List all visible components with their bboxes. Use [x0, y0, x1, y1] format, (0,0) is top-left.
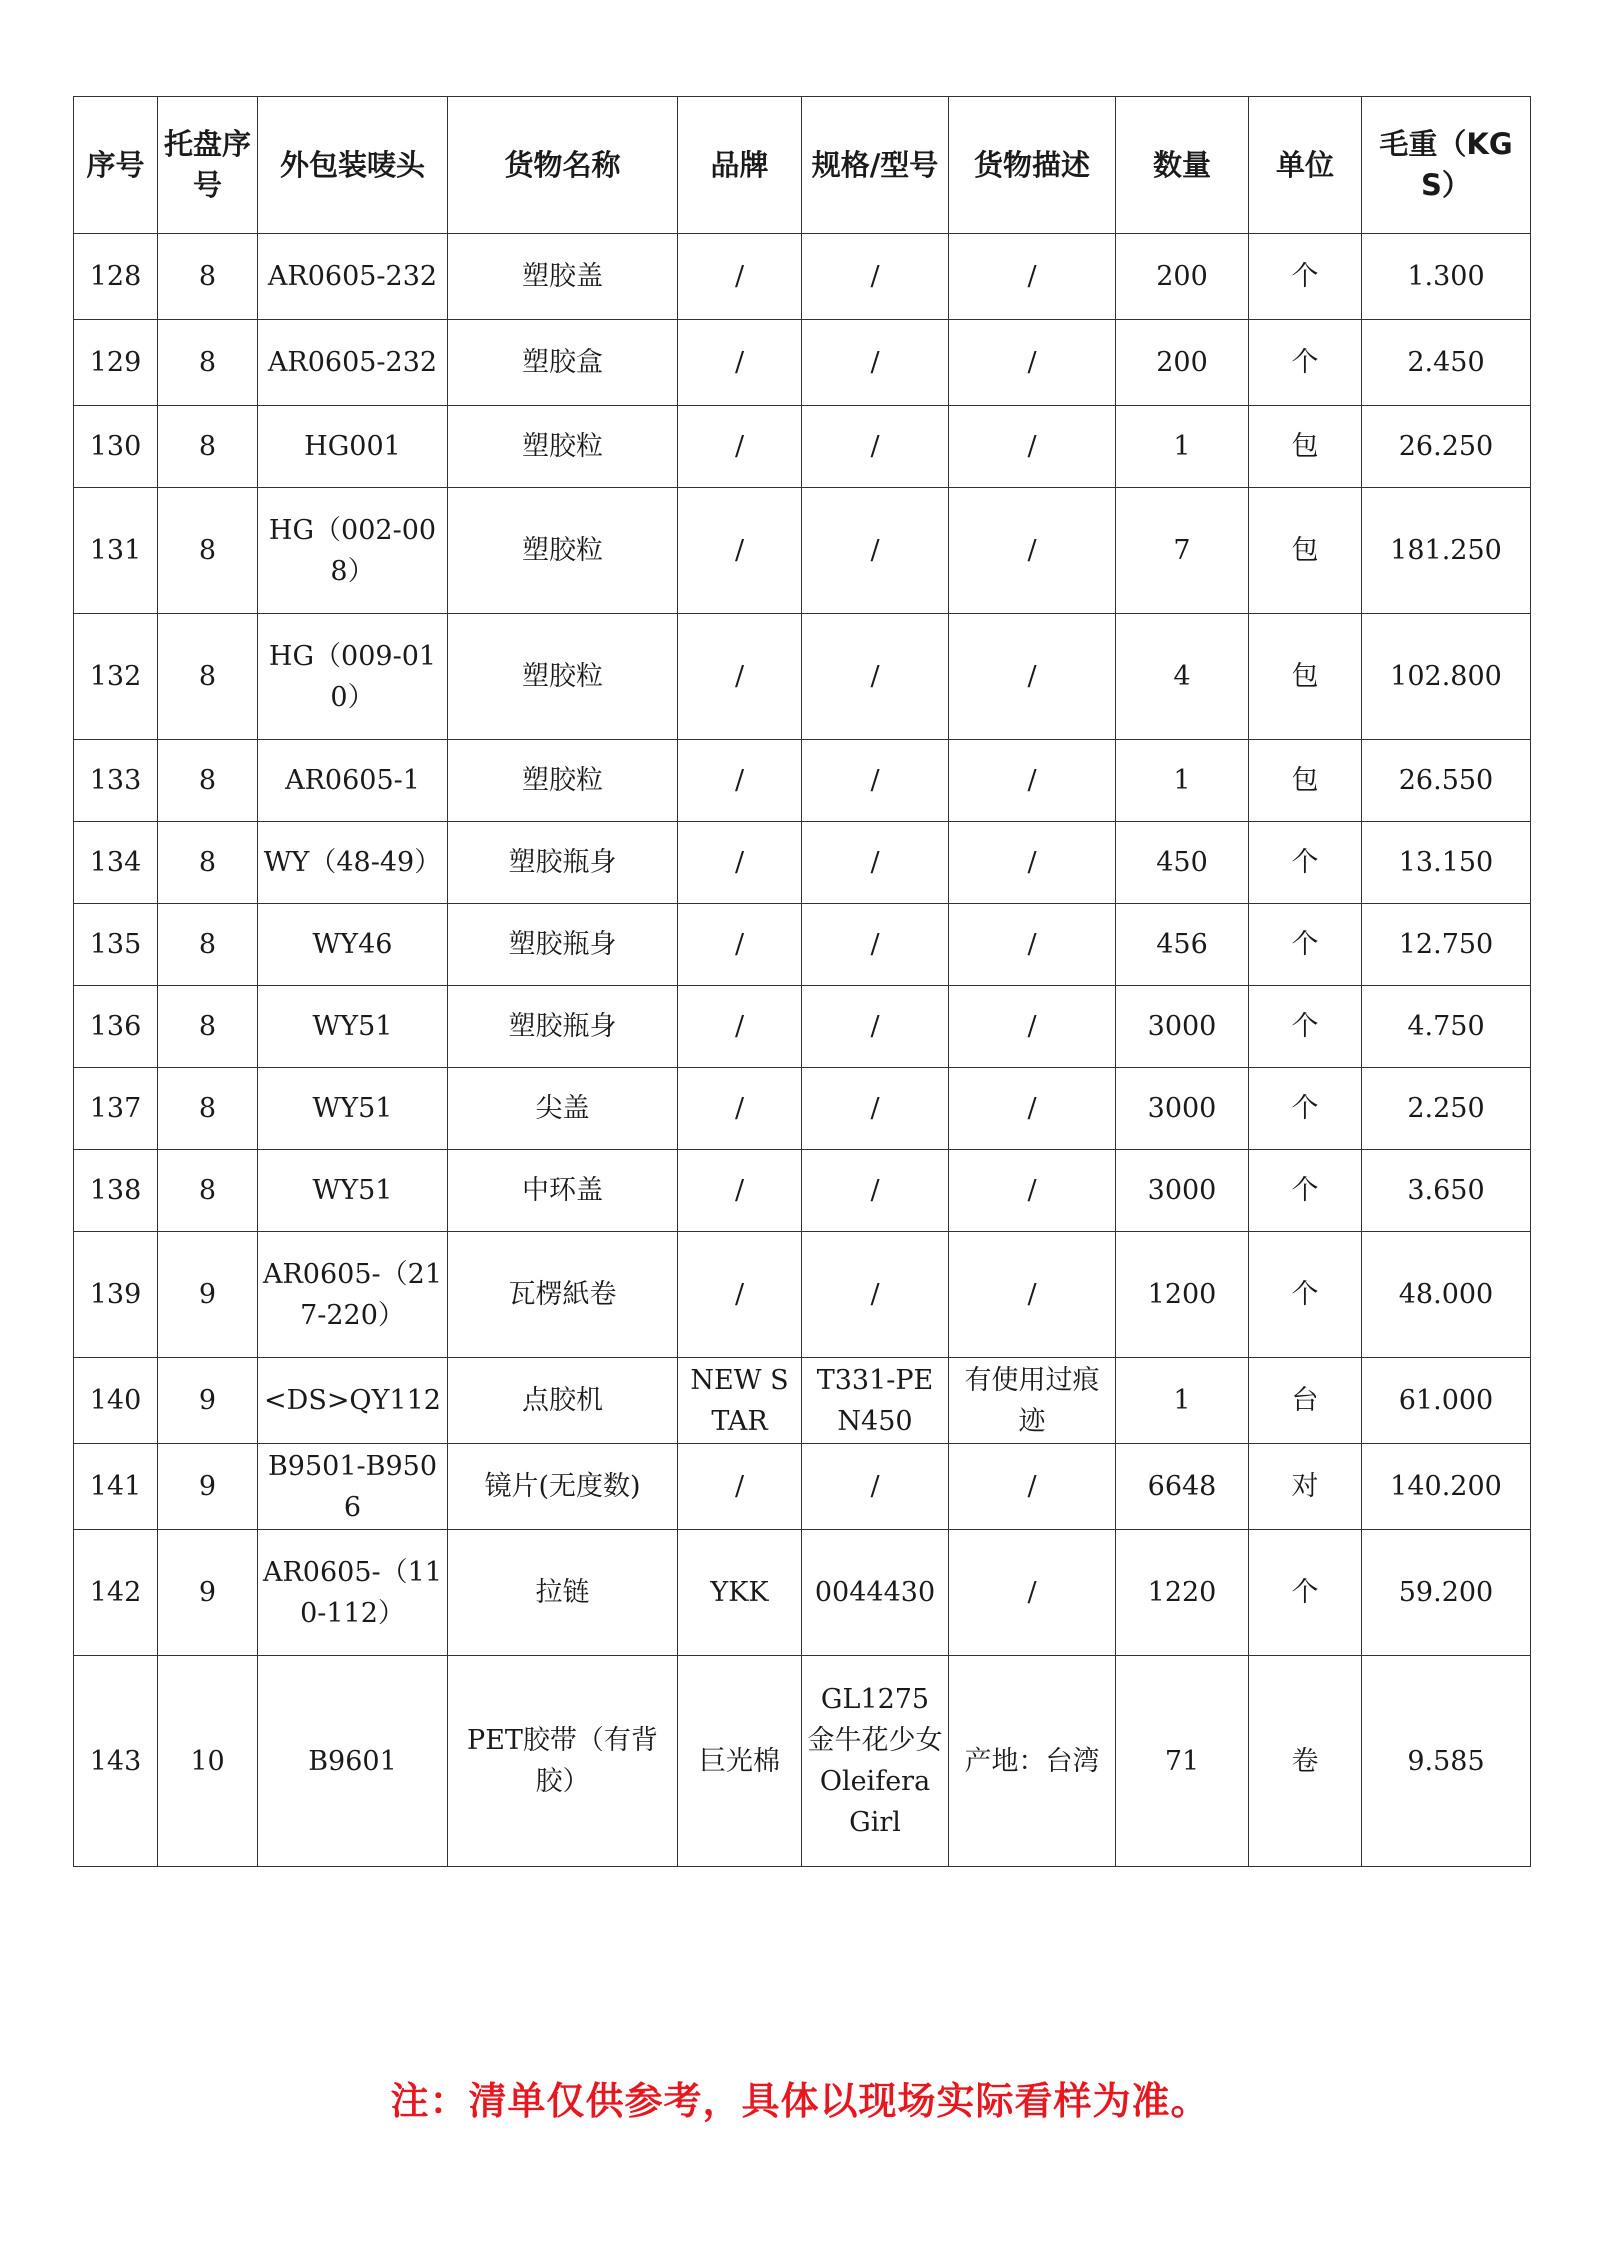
cell-quantity: 200 — [1116, 320, 1249, 406]
cell-spec-model: GL1275 金牛花少女 Oleifera Girl — [802, 1656, 949, 1867]
cell-gross-weight: 3.650 — [1362, 1150, 1531, 1232]
cell-brand: / — [678, 320, 802, 406]
cell-shipping-mark: HG（002-008） — [258, 488, 448, 614]
cell-pallet-no: 8 — [158, 320, 258, 406]
cell-spec-model: / — [802, 904, 949, 986]
cell-brand: / — [678, 614, 802, 740]
cell-goods-name: PET胶带（有背胶） — [448, 1656, 678, 1867]
cell-goods-name: 塑胶粒 — [448, 406, 678, 488]
cell-serial-no: 132 — [74, 614, 158, 740]
cell-goods-name: 拉链 — [448, 1530, 678, 1656]
cell-shipping-mark: AR0605-232 — [258, 234, 448, 320]
cell-gross-weight: 48.000 — [1362, 1232, 1531, 1358]
cell-serial-no: 131 — [74, 488, 158, 614]
cell-quantity: 450 — [1116, 822, 1249, 904]
header-unit: 单位 — [1249, 97, 1362, 234]
cell-brand: / — [678, 1150, 802, 1232]
cell-goods-name: 塑胶盒 — [448, 320, 678, 406]
cell-brand: / — [678, 234, 802, 320]
table-row — [74, 406, 1531, 488]
cell-gross-weight: 9.585 — [1362, 1656, 1531, 1867]
table-row — [74, 320, 1531, 406]
cell-description: / — [949, 1068, 1116, 1150]
cell-spec-model: T331-PEN450 — [802, 1358, 949, 1444]
table-row — [74, 1444, 1531, 1530]
cell-brand: 巨光棉 — [678, 1656, 802, 1867]
cell-shipping-mark: WY51 — [258, 1150, 448, 1232]
table-row — [74, 904, 1531, 986]
cell-spec-model: / — [802, 986, 949, 1068]
cell-shipping-mark: HG（009-010） — [258, 614, 448, 740]
cell-serial-no: 138 — [74, 1150, 158, 1232]
cell-description: 有使用过痕迹 — [949, 1358, 1116, 1444]
cell-serial-no: 142 — [74, 1530, 158, 1656]
header-spec-model: 规格/型号 — [802, 97, 949, 234]
cell-description: / — [949, 1232, 1116, 1358]
table-row — [74, 986, 1531, 1068]
cell-brand: / — [678, 986, 802, 1068]
cell-quantity: 1220 — [1116, 1530, 1249, 1656]
cell-goods-name: 镜片(无度数) — [448, 1444, 678, 1530]
table-row — [74, 488, 1531, 614]
cell-serial-no: 143 — [74, 1656, 158, 1867]
cell-unit: 个 — [1249, 1232, 1362, 1358]
cell-serial-no: 140 — [74, 1358, 158, 1444]
cell-goods-name: 塑胶瓶身 — [448, 904, 678, 986]
cargo-list-table — [73, 96, 1531, 1867]
table-row — [74, 822, 1531, 904]
cell-description: / — [949, 406, 1116, 488]
cell-description: 产地：台湾 — [949, 1656, 1116, 1867]
cell-pallet-no: 8 — [158, 406, 258, 488]
table-row — [74, 234, 1531, 320]
cell-goods-name: 瓦楞紙卷 — [448, 1232, 678, 1358]
cell-serial-no: 135 — [74, 904, 158, 986]
header-description: 货物描述 — [949, 97, 1116, 234]
cell-description: / — [949, 1150, 1116, 1232]
cell-spec-model: / — [802, 822, 949, 904]
cell-shipping-mark: AR0605-1 — [258, 740, 448, 822]
disclaimer-note: 注：清单仅供参考，具体以现场实际看样为准。 — [390, 2079, 1210, 2123]
cell-gross-weight: 181.250 — [1362, 488, 1531, 614]
cell-brand: / — [678, 1068, 802, 1150]
cell-brand: / — [678, 406, 802, 488]
cell-spec-model: / — [802, 406, 949, 488]
cell-shipping-mark: AR0605-（110-112） — [258, 1530, 448, 1656]
cell-goods-name: 塑胶粒 — [448, 740, 678, 822]
cell-pallet-no: 10 — [158, 1656, 258, 1867]
cell-description: / — [949, 1444, 1116, 1530]
cell-shipping-mark: WY51 — [258, 986, 448, 1068]
cell-unit: 个 — [1249, 822, 1362, 904]
cell-unit: 包 — [1249, 488, 1362, 614]
cell-description: / — [949, 822, 1116, 904]
cell-gross-weight: 1.300 — [1362, 234, 1531, 320]
cell-description: / — [949, 904, 1116, 986]
cell-quantity: 7 — [1116, 488, 1249, 614]
cell-unit: 包 — [1249, 406, 1362, 488]
cell-pallet-no: 8 — [158, 822, 258, 904]
cell-quantity: 71 — [1116, 1656, 1249, 1867]
cell-brand: YKK — [678, 1530, 802, 1656]
header-shipping-mark: 外包装唛头 — [258, 97, 448, 234]
cell-pallet-no: 9 — [158, 1358, 258, 1444]
cell-pallet-no: 8 — [158, 488, 258, 614]
cell-gross-weight: 59.200 — [1362, 1530, 1531, 1656]
cell-shipping-mark: B9501-B9506 — [258, 1444, 448, 1530]
cell-serial-no: 139 — [74, 1232, 158, 1358]
header-serial-no: 序号 — [74, 97, 158, 234]
cell-unit: 个 — [1249, 234, 1362, 320]
cell-unit: 台 — [1249, 1358, 1362, 1444]
cell-brand: / — [678, 1232, 802, 1358]
cell-spec-model: / — [802, 614, 949, 740]
cell-brand: NEW STAR — [678, 1358, 802, 1444]
cell-brand: / — [678, 822, 802, 904]
table-row — [74, 1530, 1531, 1656]
header-quantity: 数量 — [1116, 97, 1249, 234]
cell-gross-weight: 12.750 — [1362, 904, 1531, 986]
cell-shipping-mark: AR0605-（217-220） — [258, 1232, 448, 1358]
cell-serial-no: 136 — [74, 986, 158, 1068]
table-header-row — [74, 97, 1531, 234]
cell-unit: 对 — [1249, 1444, 1362, 1530]
cell-quantity: 456 — [1116, 904, 1249, 986]
cell-quantity: 1 — [1116, 740, 1249, 822]
cell-description: / — [949, 488, 1116, 614]
cell-pallet-no: 8 — [158, 1068, 258, 1150]
cell-gross-weight: 102.800 — [1362, 614, 1531, 740]
cell-shipping-mark: WY51 — [258, 1068, 448, 1150]
cell-unit: 个 — [1249, 320, 1362, 406]
cell-shipping-mark: <DS>QY112 — [258, 1358, 448, 1444]
cell-gross-weight: 2.250 — [1362, 1068, 1531, 1150]
cell-shipping-mark: B9601 — [258, 1656, 448, 1867]
table-row — [74, 740, 1531, 822]
cell-goods-name: 中环盖 — [448, 1150, 678, 1232]
cell-spec-model: / — [802, 1150, 949, 1232]
cell-serial-no: 129 — [74, 320, 158, 406]
cell-quantity: 4 — [1116, 614, 1249, 740]
cell-unit: 个 — [1249, 986, 1362, 1068]
cell-serial-no: 133 — [74, 740, 158, 822]
cell-description: / — [949, 234, 1116, 320]
table-row — [74, 1068, 1531, 1150]
cell-quantity: 3000 — [1116, 1150, 1249, 1232]
table-row — [74, 1232, 1531, 1358]
cell-pallet-no: 8 — [158, 1150, 258, 1232]
header-pallet-no: 托盘序号 — [158, 97, 258, 234]
cell-brand: / — [678, 904, 802, 986]
table-row — [74, 614, 1531, 740]
cell-gross-weight: 140.200 — [1362, 1444, 1531, 1530]
cell-spec-model: / — [802, 1068, 949, 1150]
cell-unit: 卷 — [1249, 1656, 1362, 1867]
cell-description: / — [949, 986, 1116, 1068]
cell-spec-model: 0044430 — [802, 1530, 949, 1656]
cell-gross-weight: 26.550 — [1362, 740, 1531, 822]
cell-spec-model: / — [802, 740, 949, 822]
cell-brand: / — [678, 740, 802, 822]
cell-pallet-no: 9 — [158, 1444, 258, 1530]
cell-spec-model: / — [802, 488, 949, 614]
cell-goods-name: 塑胶瓶身 — [448, 986, 678, 1068]
cell-goods-name: 点胶机 — [448, 1358, 678, 1444]
cell-serial-no: 134 — [74, 822, 158, 904]
cell-pallet-no: 9 — [158, 1530, 258, 1656]
cell-serial-no: 130 — [74, 406, 158, 488]
cell-pallet-no: 8 — [158, 234, 258, 320]
cell-description: / — [949, 740, 1116, 822]
cell-brand: / — [678, 488, 802, 614]
cell-goods-name: 塑胶盖 — [448, 234, 678, 320]
cell-quantity: 200 — [1116, 234, 1249, 320]
cell-gross-weight: 4.750 — [1362, 986, 1531, 1068]
cell-gross-weight: 2.450 — [1362, 320, 1531, 406]
cell-unit: 包 — [1249, 740, 1362, 822]
cell-shipping-mark: WY（48-49） — [258, 822, 448, 904]
cell-pallet-no: 8 — [158, 986, 258, 1068]
cell-brand: / — [678, 1444, 802, 1530]
cell-goods-name: 塑胶粒 — [448, 488, 678, 614]
cell-quantity: 1200 — [1116, 1232, 1249, 1358]
cell-quantity: 3000 — [1116, 986, 1249, 1068]
cell-shipping-mark: HG001 — [258, 406, 448, 488]
cell-description: / — [949, 614, 1116, 740]
cell-shipping-mark: WY46 — [258, 904, 448, 986]
table-row — [74, 1656, 1531, 1867]
cell-quantity: 1 — [1116, 1358, 1249, 1444]
cell-unit: 包 — [1249, 614, 1362, 740]
cell-goods-name: 塑胶粒 — [448, 614, 678, 740]
cell-serial-no: 137 — [74, 1068, 158, 1150]
cell-quantity: 6648 — [1116, 1444, 1249, 1530]
cell-pallet-no: 9 — [158, 1232, 258, 1358]
header-brand: 品牌 — [678, 97, 802, 234]
cell-unit: 个 — [1249, 904, 1362, 986]
cell-pallet-no: 8 — [158, 904, 258, 986]
cell-spec-model: / — [802, 320, 949, 406]
header-goods-name: 货物名称 — [448, 97, 678, 234]
cell-spec-model: / — [802, 1444, 949, 1530]
cell-shipping-mark: AR0605-232 — [258, 320, 448, 406]
cell-gross-weight: 26.250 — [1362, 406, 1531, 488]
cell-quantity: 1 — [1116, 406, 1249, 488]
cell-serial-no: 141 — [74, 1444, 158, 1530]
cell-gross-weight: 61.000 — [1362, 1358, 1531, 1444]
cell-spec-model: / — [802, 234, 949, 320]
header-gross-weight: 毛重（KGS） — [1362, 97, 1531, 234]
cell-pallet-no: 8 — [158, 614, 258, 740]
cell-gross-weight: 13.150 — [1362, 822, 1531, 904]
cell-serial-no: 128 — [74, 234, 158, 320]
cell-description: / — [949, 1530, 1116, 1656]
cell-unit: 个 — [1249, 1150, 1362, 1232]
cell-goods-name: 尖盖 — [448, 1068, 678, 1150]
cell-goods-name: 塑胶瓶身 — [448, 822, 678, 904]
cell-pallet-no: 8 — [158, 740, 258, 822]
cell-spec-model: / — [802, 1232, 949, 1358]
cell-description: / — [949, 320, 1116, 406]
table-row — [74, 1150, 1531, 1232]
cell-unit: 个 — [1249, 1530, 1362, 1656]
cell-quantity: 3000 — [1116, 1068, 1249, 1150]
cell-unit: 个 — [1249, 1068, 1362, 1150]
table-row — [74, 1358, 1531, 1444]
